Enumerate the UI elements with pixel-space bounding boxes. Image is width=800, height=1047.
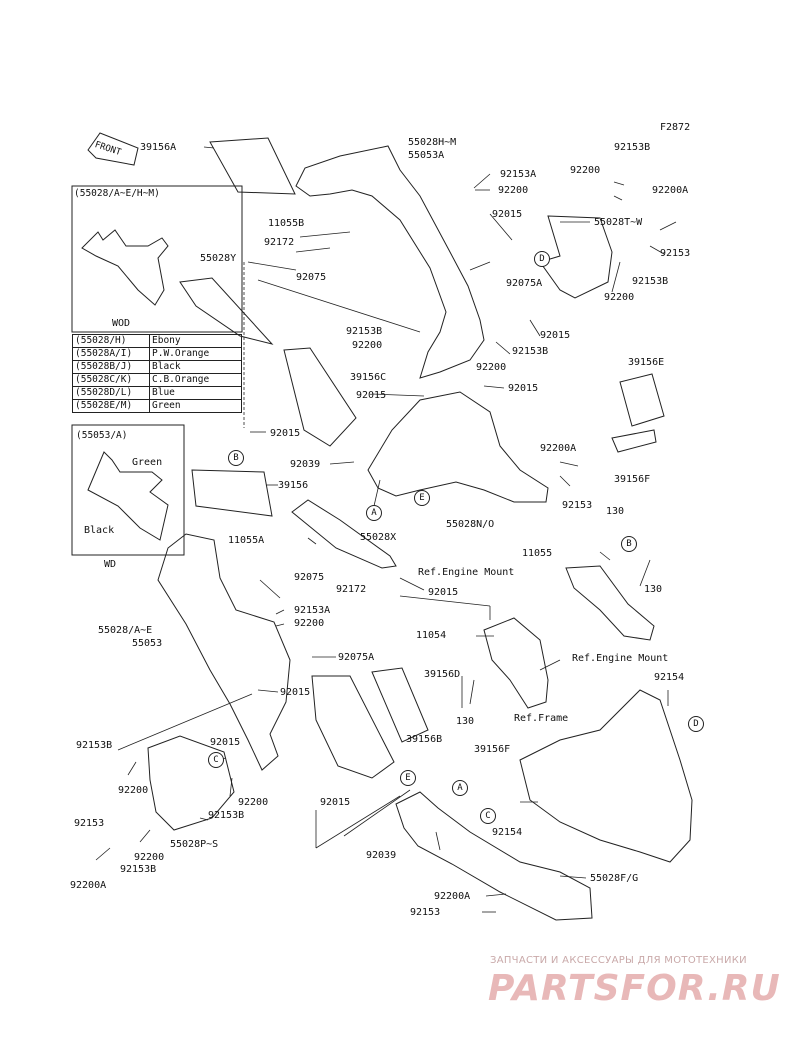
part-label: 92075A	[506, 278, 543, 289]
part-label: 92015	[320, 797, 351, 808]
watermark-tagline: ЗАПЧАСТИ И АКСЕССУАРЫ ДЛЯ МОТОТЕХНИКИ	[490, 955, 747, 966]
legend-row	[73, 374, 242, 387]
legend-code: (55028E/M)	[73, 400, 150, 413]
callout-b: B	[621, 536, 637, 552]
part-label: 92075	[294, 572, 325, 583]
decal-box-caption: WD	[104, 559, 117, 570]
part-label: 39156E	[628, 357, 665, 368]
part-label: 39156B	[406, 734, 443, 745]
part-label: 39156	[278, 480, 309, 491]
part-label: 92153B	[346, 326, 383, 337]
legend-row	[73, 335, 242, 348]
part-label: 92200A	[70, 880, 107, 891]
part-label: 39156F	[614, 474, 651, 485]
variant-box-title: (55028/A~E/H~M)	[74, 188, 160, 199]
part-label: 92200	[294, 618, 325, 629]
callout-d: D	[534, 251, 550, 267]
engine-mount-bracket-shape	[566, 566, 654, 640]
part-label: 92200A	[652, 185, 689, 196]
right-cowl-shape	[540, 216, 612, 298]
part-label: 92200	[498, 185, 529, 196]
callout-a: A	[366, 505, 382, 521]
pad-39156B-shape	[312, 676, 394, 778]
part-label: 92153	[74, 818, 105, 829]
part-label: 92200	[238, 797, 269, 808]
part-label: 92153B	[208, 810, 245, 821]
callout-e: E	[414, 490, 430, 506]
part-label: 92075	[296, 272, 327, 283]
pad-39156-shape	[192, 470, 272, 516]
part-label: 92154	[654, 672, 685, 683]
part-label: 92200	[476, 362, 507, 373]
callout-c: C	[208, 752, 224, 768]
part-label: 92015	[540, 330, 571, 341]
part-label: 92200A	[434, 891, 471, 902]
legend-code: (55028B/J)	[73, 361, 150, 374]
legend-row	[73, 361, 242, 374]
part-label: 92153A	[294, 605, 331, 616]
part-label: 92015	[356, 390, 387, 401]
callout-c: C	[480, 808, 496, 824]
part-label: 92172	[264, 237, 295, 248]
part-label: 55053	[132, 638, 163, 649]
part-label: 55053A	[408, 150, 445, 161]
part-label: 55028N/O	[446, 519, 495, 530]
legend-code: (55028A/I)	[73, 348, 150, 361]
legend-color: C.B.Orange	[150, 374, 242, 387]
part-label: 39156D	[424, 669, 461, 680]
part-label: 92039	[366, 850, 397, 861]
pad-39156D-shape	[372, 668, 428, 742]
legend-color: Blue	[150, 387, 242, 400]
part-label: 92153B	[632, 276, 669, 287]
decal-green-label: Green	[132, 457, 163, 468]
part-label: 92153B	[120, 864, 157, 875]
part-label: 92200	[134, 852, 165, 863]
legend-row	[73, 348, 242, 361]
color-legend	[72, 334, 242, 413]
legend-color: Green	[150, 400, 242, 413]
part-label: 92200	[352, 340, 383, 351]
part-label: 55028P~S	[170, 839, 219, 850]
part-label: 92153	[410, 907, 441, 918]
decal-box-title: (55053/A)	[76, 430, 128, 441]
callout-b: B	[228, 450, 244, 466]
part-label: 55028X	[360, 532, 397, 543]
part-label: 130	[644, 584, 663, 595]
legend-code: (55028D/L)	[73, 387, 150, 400]
part-label: 92075A	[338, 652, 375, 663]
ref-engine-mount-label: Ref.Engine Mount	[572, 653, 669, 664]
part-label: 92015	[428, 587, 459, 598]
pad-39156F-shape	[612, 430, 656, 452]
part-label: 11055	[522, 548, 553, 559]
upper-cowl-shape	[296, 146, 484, 378]
part-label: 55028/A~E	[98, 625, 153, 636]
variant-box-caption: WOD	[112, 318, 131, 329]
part-label: 39156C	[350, 372, 387, 383]
ref-frame-label: Ref.Frame	[514, 713, 569, 724]
part-label: 39156A	[140, 142, 177, 153]
part-label: 92200	[118, 785, 149, 796]
middle-cowl-shape	[368, 392, 548, 502]
part-label: 92015	[210, 737, 241, 748]
legend-color: P.W.Orange	[150, 348, 242, 361]
part-label: 92200	[604, 292, 635, 303]
part-label: 92153	[562, 500, 593, 511]
decal-black-label: Black	[84, 525, 115, 536]
callout-e: E	[400, 770, 416, 786]
legend-color: Ebony	[150, 335, 242, 348]
pad-39156E-shape	[620, 374, 664, 426]
part-label: 39156F	[474, 744, 511, 755]
legend-row	[73, 400, 242, 413]
watermark-logo: PARTSFOR.RU	[488, 968, 781, 1009]
lower-cowl-shape	[158, 534, 290, 770]
part-label: 55028F/G	[590, 873, 639, 884]
part-label: 130	[456, 716, 475, 727]
part-label: 11054	[416, 630, 447, 641]
part-label: 92153A	[500, 169, 537, 180]
part-label: 92200A	[540, 443, 577, 454]
figure-code: F2872	[660, 122, 691, 133]
variant-fairing-shape	[82, 230, 168, 305]
part-label: 92200	[570, 165, 601, 176]
part-label: 92015	[270, 428, 301, 439]
legend-row	[73, 387, 242, 400]
part-label: 92154	[492, 827, 523, 838]
front-label: FRONT	[93, 140, 123, 158]
part-label: 92153B	[512, 346, 549, 357]
legend-code: (55028/H)	[73, 335, 150, 348]
callout-d: D	[688, 716, 704, 732]
part-label: 55028H~M	[408, 137, 457, 148]
part-label: 92015	[280, 687, 311, 698]
part-label: 130	[606, 506, 625, 517]
legend-color: Black	[150, 361, 242, 374]
inner-panel-shape	[484, 618, 548, 708]
part-label: 92153B	[614, 142, 651, 153]
part-label: 11055A	[228, 535, 265, 546]
part-label: 92172	[336, 584, 367, 595]
part-label: 92039	[290, 459, 321, 470]
part-label: 55028T~W	[594, 217, 643, 228]
part-label: 11055B	[268, 218, 305, 229]
part-label: 92153	[660, 248, 691, 259]
part-label: 92015	[492, 209, 523, 220]
part-label: 92015	[508, 383, 539, 394]
legend-code: (55028C/K)	[73, 374, 150, 387]
part-label: 92153B	[76, 740, 113, 751]
ref-engine-mount-label: Ref.Engine Mount	[418, 567, 515, 578]
callout-a: A	[452, 780, 468, 796]
part-label: 55028Y	[200, 253, 237, 264]
